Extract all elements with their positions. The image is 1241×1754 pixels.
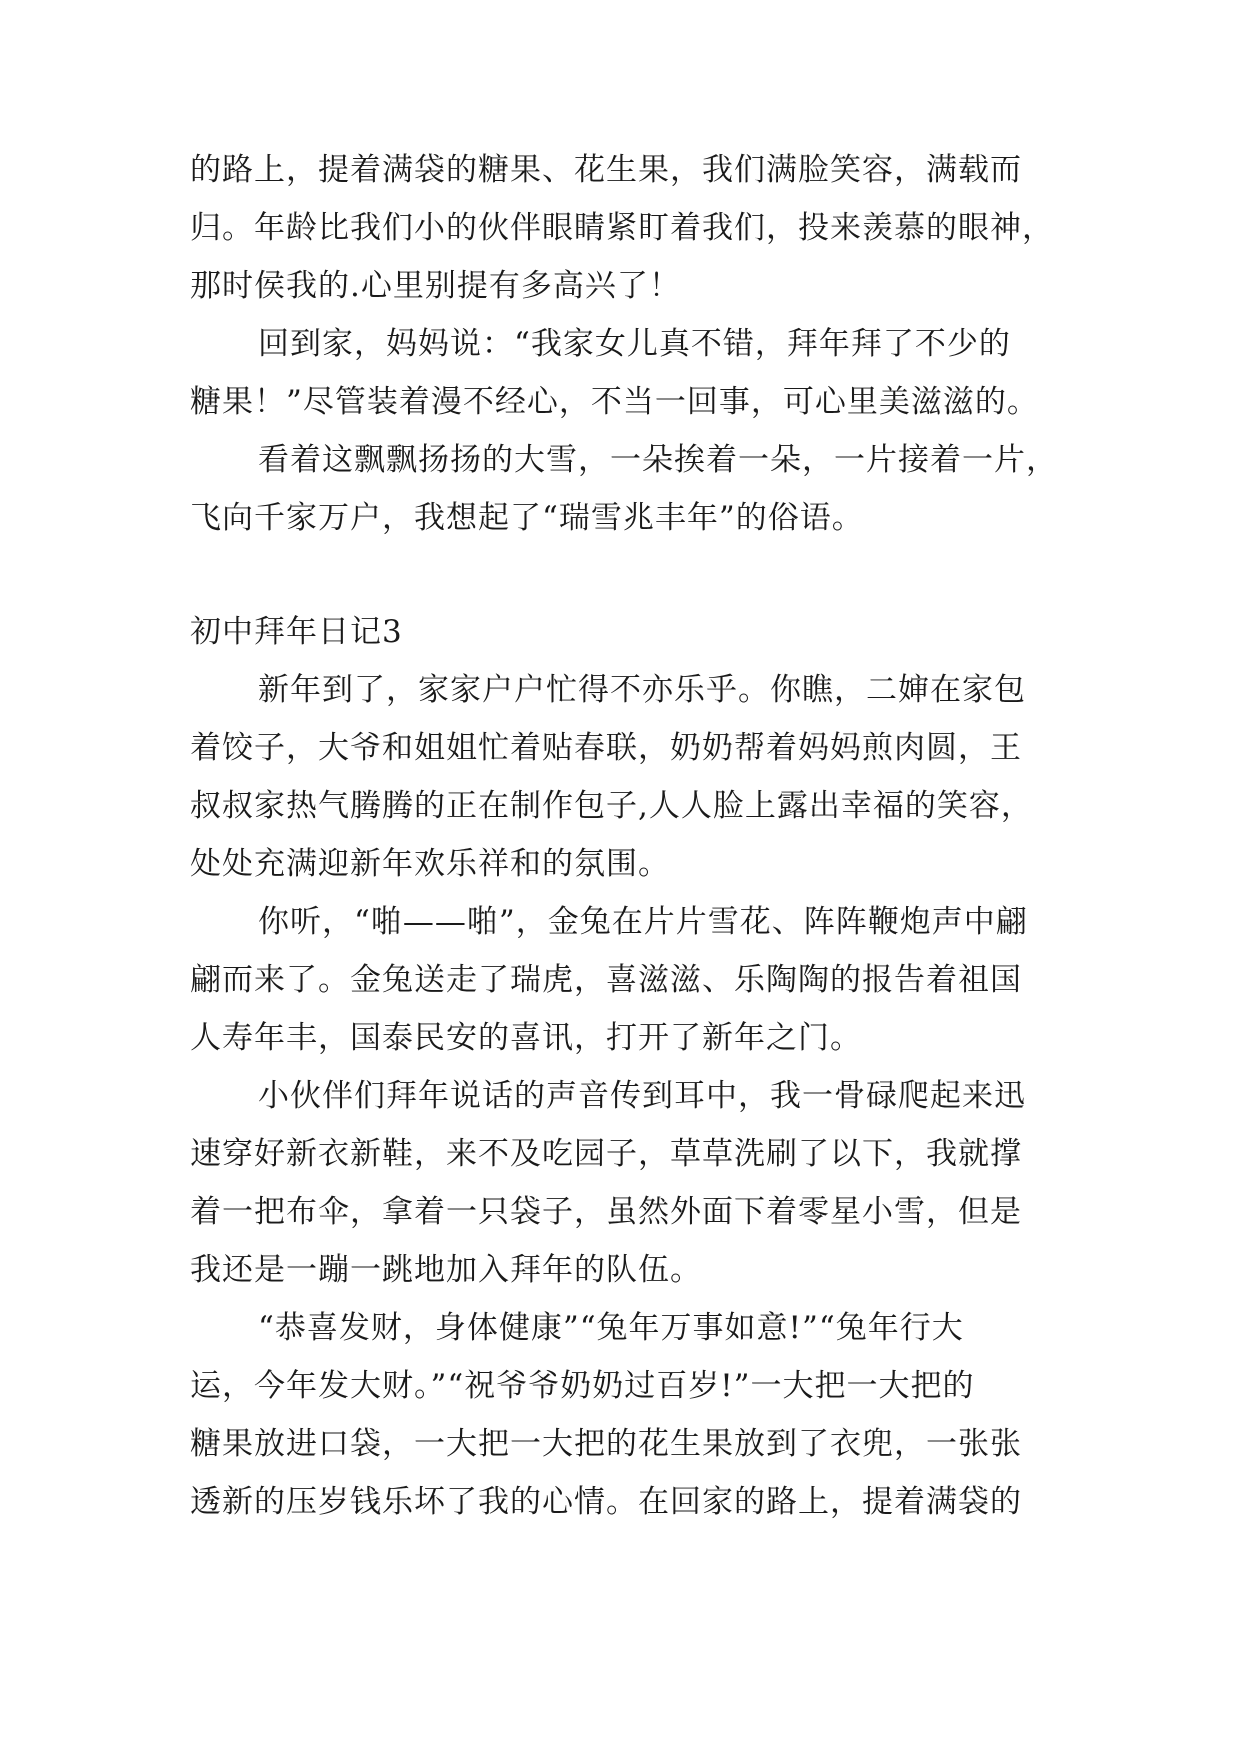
paragraph-line: 透新的压岁钱乐坏了我的心情。在回家的路上，提着满袋的 <box>190 1484 1022 1520</box>
paragraph-line: 叔叔家热气腾腾的正在制作包子,人人脸上露出幸福的笑容， <box>190 788 1033 824</box>
paragraph-line: 着一把布伞，拿着一只袋子，虽然外面下着零星小雪，但是 <box>190 1194 1022 1230</box>
paragraph-line: 处处充满迎新年欢乐祥和的氛围。 <box>190 846 670 882</box>
paragraph-line: 那时侯我的.心里别提有多高兴了！ <box>190 268 681 304</box>
paragraph-line: 运，今年发大财。”“祝爷爷奶奶过百岁!”一大把一大把的 <box>190 1368 975 1404</box>
paragraph-line: 小伙伴们拜年说话的声音传到耳中，我一骨碌爬起来迅 <box>258 1078 1026 1114</box>
paragraph-line: 看着这飘飘扬扬的大雪，一朵挨着一朵，一片接着一片， <box>258 442 1058 478</box>
paragraph-line: 着饺子，大爷和姐姐忙着贴春联，奶奶帮着妈妈煎肉圆，王 <box>190 730 1022 766</box>
paragraph-line: 新年到了，家家户户忙得不亦乐乎。你瞧，二婶在家包 <box>258 672 1026 708</box>
paragraph-line: 速穿好新衣新鞋，来不及吃园子，草草洗刷了以下，我就撑 <box>190 1136 1022 1172</box>
paragraph-line: 飞向千家万户，我想起了“瑞雪兆丰年”的俗语。 <box>190 500 864 536</box>
paragraph-line: 我还是一蹦一跳地加入拜年的队伍。 <box>190 1252 702 1288</box>
paragraph-line: 翩而来了。金兔送走了瑞虎，喜滋滋、乐陶陶的报告着祖国 <box>190 962 1022 998</box>
paragraph-line: 回到家，妈妈说：“我家女儿真不错，拜年拜了不少的 <box>258 326 1011 362</box>
paragraph-line: 糖果！”尽管装着漫不经心，不当一回事，可心里美滋滋的。 <box>190 384 1039 420</box>
paragraph-line: 归。年龄比我们小的伙伴眼睛紧盯着我们，投来羡慕的眼神， <box>190 210 1054 246</box>
paragraph-line: 人寿年丰，国泰民安的喜讯，打开了新年之门。 <box>190 1020 862 1056</box>
paragraph-line: “恭喜发财，身体健康”“兔年万事如意!”“兔年行大 <box>258 1310 964 1346</box>
paragraph-line: 你听，“啪——啪”，金兔在片片雪花、阵阵鞭炮声中翩 <box>258 904 1028 940</box>
section-title: 初中拜年日记3 <box>190 614 403 650</box>
paragraph-line: 糖果放进口袋，一大把一大把的花生果放到了衣兜，一张张 <box>190 1426 1022 1462</box>
paragraph-line: 的路上，提着满袋的糖果、花生果，我们满脸笑容，满载而 <box>190 152 1022 188</box>
